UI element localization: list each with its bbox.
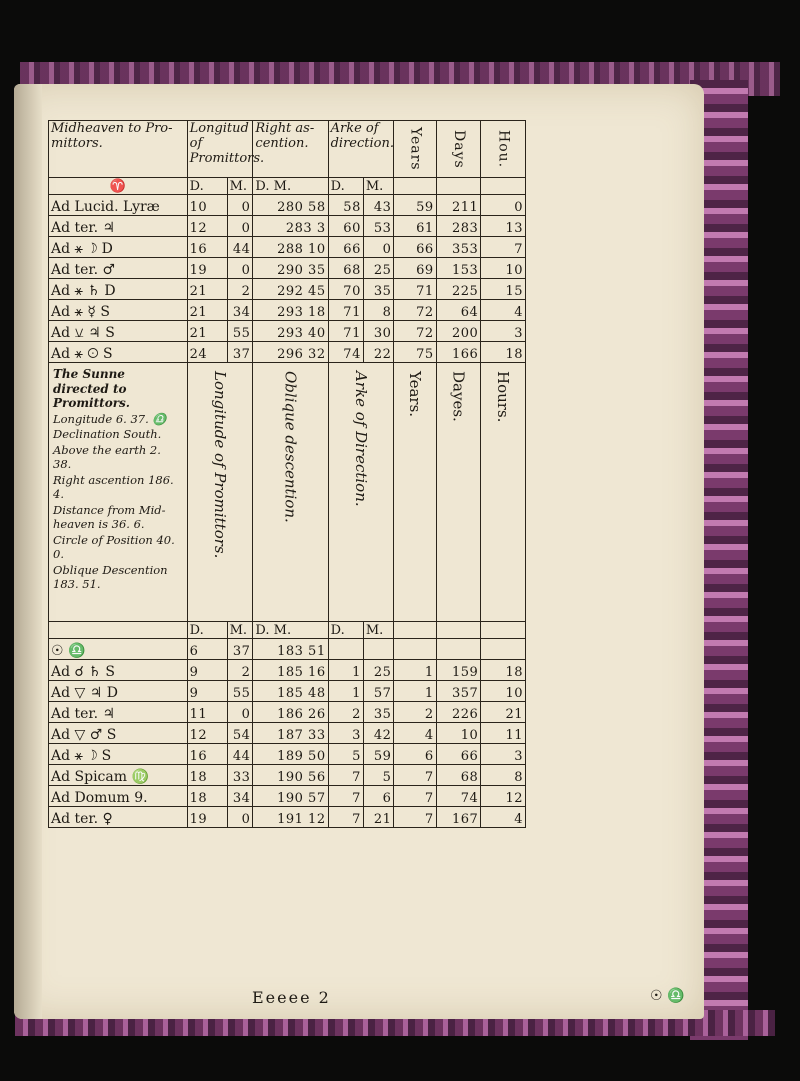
row-label: Ad ⚹ ♄ D	[49, 279, 188, 300]
note-line: Declination South.	[53, 427, 162, 441]
mid-arc-cell	[328, 363, 394, 622]
years-value: 1	[394, 660, 436, 681]
hours-value: 8	[481, 765, 526, 786]
longitude-minutes: 2	[227, 660, 253, 681]
years-value: 71	[394, 279, 436, 300]
arc-degrees: 68	[328, 258, 363, 279]
header-midheaven-text: Midheaven to Pro-mittors.	[51, 121, 173, 151]
header-arc-text: Arke of direction.	[330, 121, 394, 151]
days-value: 64	[436, 300, 481, 321]
units-row	[49, 178, 526, 195]
arc-minutes: 53	[363, 216, 394, 237]
header-days	[436, 121, 481, 178]
longitude-minutes: 37	[227, 639, 253, 660]
row-label: Ad ⚺ ♃ S	[49, 321, 188, 342]
longitude-minutes: 55	[227, 321, 253, 342]
longitude-minutes: 44	[227, 237, 253, 258]
days-value: 159	[436, 660, 481, 681]
arc-degrees: 58	[328, 195, 363, 216]
row-label: Ad ▽ ♂ S	[49, 723, 188, 744]
table1-body	[49, 195, 526, 363]
mid-hours-cell	[481, 363, 526, 622]
days-value: 226	[436, 702, 481, 723]
arc-minutes: 5	[363, 765, 394, 786]
longitude-minutes: 0	[227, 258, 253, 279]
longitude-degrees: 16	[187, 744, 227, 765]
table-row	[49, 237, 526, 258]
years-value: 75	[394, 342, 436, 363]
row-label: Ad ▽ ♃ D	[49, 681, 188, 702]
oblique-descension-value: 185 48	[253, 681, 328, 702]
table-row	[49, 342, 526, 363]
hours-value: 4	[481, 300, 526, 321]
days-value: 357	[436, 681, 481, 702]
note-line: Longitude 6. 37. ♎	[53, 411, 167, 426]
arc-degrees: 71	[328, 300, 363, 321]
unit2-m2-text: M.	[273, 623, 292, 638]
days-value	[436, 639, 481, 660]
hours-value: 21	[481, 702, 526, 723]
days-value: 74	[436, 786, 481, 807]
hours-value: 11	[481, 723, 526, 744]
unit-d2-text: D.	[255, 179, 270, 194]
table-row	[49, 300, 526, 321]
aries-sign: ♈	[49, 178, 188, 195]
days-value: 200	[436, 321, 481, 342]
days-value: 66	[436, 744, 481, 765]
years-value: 72	[394, 300, 436, 321]
arc-degrees	[328, 639, 363, 660]
oblique-descension-value: 190 56	[253, 765, 328, 786]
oblique-descension-value: 186 26	[253, 702, 328, 723]
directions-table	[48, 120, 526, 828]
mid-years-cell	[394, 363, 436, 622]
longitude-minutes: 34	[227, 300, 253, 321]
years-value: 6	[394, 744, 436, 765]
hours-value: 7	[481, 237, 526, 258]
oblique-descension-value: 183 51	[253, 639, 328, 660]
arc-minutes: 57	[363, 681, 394, 702]
table-row	[49, 723, 526, 744]
arc-degrees: 7	[328, 786, 363, 807]
table-row	[49, 744, 526, 765]
unit2-empty-3	[481, 622, 526, 639]
longitude-minutes: 33	[227, 765, 253, 786]
longitude-minutes: 2	[227, 279, 253, 300]
longitude-degrees: 19	[187, 807, 227, 828]
row-label: Ad ter. ♀	[49, 807, 188, 828]
longitude-degrees: 11	[187, 702, 227, 723]
years-value: 2	[394, 702, 436, 723]
arc-degrees: 7	[328, 807, 363, 828]
unit2-dm	[253, 622, 328, 639]
header-midheaven	[49, 121, 188, 178]
right-ascension-value: 280 58	[253, 195, 328, 216]
years-value: 7	[394, 786, 436, 807]
longitude-degrees: 6	[187, 639, 227, 660]
unit2-d1: D.	[187, 622, 227, 639]
unit2-m3: M.	[363, 622, 394, 639]
table2-body	[49, 639, 526, 828]
days-value: 167	[436, 807, 481, 828]
header-hours-text: Hou.	[495, 129, 512, 169]
table-row	[49, 807, 526, 828]
hours-value: 0	[481, 195, 526, 216]
unit-d3: D.	[328, 178, 363, 195]
arc-minutes: 21	[363, 807, 394, 828]
table-row	[49, 681, 526, 702]
mid-days-cell	[436, 363, 481, 622]
longitude-degrees: 9	[187, 681, 227, 702]
table-row	[49, 765, 526, 786]
longitude-degrees: 24	[187, 342, 227, 363]
longitude-minutes: 34	[227, 786, 253, 807]
book-page	[14, 84, 704, 1019]
signature-mark: Eeeee 2	[252, 988, 331, 1007]
page-gutter	[14, 84, 42, 1019]
sun-notes	[49, 363, 188, 622]
unit2-empty-2	[436, 622, 481, 639]
years-value: 1	[394, 681, 436, 702]
longitude-minutes: 54	[227, 723, 253, 744]
longitude-minutes: 0	[227, 702, 253, 723]
days-value: 68	[436, 765, 481, 786]
hours-value: 3	[481, 744, 526, 765]
unit2-empty	[49, 622, 188, 639]
header-right-ascension	[253, 121, 328, 178]
hours-value	[481, 639, 526, 660]
hours-value: 12	[481, 786, 526, 807]
longitude-degrees: 19	[187, 258, 227, 279]
mid-oblique-cell	[253, 363, 328, 622]
row-label: Ad ☌ ♄ S	[49, 660, 188, 681]
mid-longitude-cell	[187, 363, 253, 622]
longitude-minutes: 0	[227, 195, 253, 216]
right-ascension-value: 293 40	[253, 321, 328, 342]
table-row	[49, 321, 526, 342]
unit-d2	[253, 178, 328, 195]
longitude-minutes: 37	[227, 342, 253, 363]
arc-degrees: 71	[328, 321, 363, 342]
hours-value: 13	[481, 216, 526, 237]
days-value: 225	[436, 279, 481, 300]
row-label: Ad Spicam ♍	[49, 765, 188, 786]
oblique-descension-value: 191 12	[253, 807, 328, 828]
row-label: Ad ter. ♃	[49, 702, 188, 723]
longitude-degrees: 21	[187, 300, 227, 321]
row-label: Ad Lucid. Lyræ	[49, 195, 188, 216]
years-value: 66	[394, 237, 436, 258]
oblique-descension-value: 190 57	[253, 786, 328, 807]
arc-degrees: 3	[328, 723, 363, 744]
table-row	[49, 216, 526, 237]
note-line: Circle of Position 40. 0.	[53, 532, 175, 561]
arc-degrees: 7	[328, 765, 363, 786]
unit-m3: M.	[363, 178, 394, 195]
arc-degrees: 70	[328, 279, 363, 300]
table-row	[49, 786, 526, 807]
longitude-degrees: 10	[187, 195, 227, 216]
table-row	[49, 279, 526, 300]
arc-degrees: 2	[328, 702, 363, 723]
days-value: 10	[436, 723, 481, 744]
header-longitude-text: Longitud of Promittors.	[189, 121, 265, 166]
mid-oblique-label: Oblique descention.	[281, 371, 300, 523]
days-value: 166	[436, 342, 481, 363]
row-label: Ad ⚹ ☿ S	[49, 300, 188, 321]
longitude-degrees: 21	[187, 279, 227, 300]
row-label: Ad Domum 9.	[49, 786, 188, 807]
right-ascension-value: 292 45	[253, 279, 328, 300]
longitude-minutes: 0	[227, 216, 253, 237]
row-label: Ad ter. ♃	[49, 216, 188, 237]
years-value: 59	[394, 195, 436, 216]
sun-direction-section	[49, 363, 526, 622]
days-value: 353	[436, 237, 481, 258]
unit-empty-3	[481, 178, 526, 195]
arc-minutes: 25	[363, 660, 394, 681]
years-value: 4	[394, 723, 436, 744]
longitude-degrees: 9	[187, 660, 227, 681]
header-longitude	[187, 121, 265, 178]
note-line: Right ascention 186. 4.	[53, 472, 174, 501]
unit2-m1: M.	[227, 622, 253, 639]
hours-value: 15	[481, 279, 526, 300]
longitude-degrees: 18	[187, 765, 227, 786]
years-value: 72	[394, 321, 436, 342]
hours-value: 18	[481, 660, 526, 681]
right-ascension-value: 293 18	[253, 300, 328, 321]
table-row	[49, 639, 526, 660]
mid-days-label: Dayes.	[449, 371, 468, 422]
table-row	[49, 702, 526, 723]
header-years-text: Years	[407, 127, 424, 171]
table-row	[49, 195, 526, 216]
arc-degrees: 1	[328, 660, 363, 681]
note-line: Oblique Descention 183. 51.	[53, 562, 168, 591]
arc-minutes: 42	[363, 723, 394, 744]
hours-value: 10	[481, 681, 526, 702]
row-label: ☉ ♎	[49, 639, 188, 660]
arc-minutes: 25	[363, 258, 394, 279]
unit-empty-2	[436, 178, 481, 195]
longitude-minutes: 44	[227, 744, 253, 765]
days-value: 283	[436, 216, 481, 237]
oblique-descension-value: 185 16	[253, 660, 328, 681]
days-value: 211	[436, 195, 481, 216]
header-arc	[328, 121, 394, 178]
header-right-ascension-text: Right as-cention.	[255, 121, 315, 151]
mid-arc-label: Arke of Direction.	[351, 371, 370, 507]
arc-degrees: 60	[328, 216, 363, 237]
arc-minutes: 6	[363, 786, 394, 807]
hours-value: 10	[481, 258, 526, 279]
years-value: 69	[394, 258, 436, 279]
arc-minutes: 8	[363, 300, 394, 321]
longitude-minutes: 55	[227, 681, 253, 702]
hours-value: 3	[481, 321, 526, 342]
arc-minutes: 35	[363, 279, 394, 300]
notes-title: The Sunne directed to Promittors.	[53, 367, 130, 410]
arc-degrees: 74	[328, 342, 363, 363]
mid-longitude-label: Longitude of Promittors.	[211, 371, 230, 559]
right-ascension-value: 283 3	[253, 216, 328, 237]
unit-m2-text: M.	[273, 179, 292, 194]
longitude-degrees: 21	[187, 321, 227, 342]
table-row	[49, 660, 526, 681]
note-line: Above the earth 2. 38.	[53, 442, 161, 471]
header-days-text: Days	[450, 129, 467, 169]
unit2-empty-1	[394, 622, 436, 639]
longitude-degrees: 18	[187, 786, 227, 807]
units-row-2	[49, 622, 526, 639]
mid-years-label: Years.	[406, 371, 425, 418]
right-ascension-value: 290 35	[253, 258, 328, 279]
arc-degrees: 66	[328, 237, 363, 258]
arc-degrees: 5	[328, 744, 363, 765]
table-header-row	[49, 121, 526, 178]
catchword-mark: ☉ ♎	[650, 988, 685, 1004]
arc-minutes: 30	[363, 321, 394, 342]
unit2-d2-text: D.	[255, 623, 270, 638]
arc-minutes: 0	[363, 237, 394, 258]
longitude-degrees: 16	[187, 237, 227, 258]
row-label: Ad ter. ♂	[49, 258, 188, 279]
oblique-descension-value: 187 33	[253, 723, 328, 744]
longitude-minutes: 0	[227, 807, 253, 828]
longitude-degrees: 12	[187, 216, 227, 237]
years-value: 61	[394, 216, 436, 237]
arc-minutes	[363, 639, 394, 660]
right-ascension-value: 288 10	[253, 237, 328, 258]
arc-minutes: 59	[363, 744, 394, 765]
arc-minutes: 22	[363, 342, 394, 363]
header-hours	[481, 121, 526, 178]
row-label: Ad ⚹ ☽ D	[49, 237, 188, 258]
row-label: Ad ⚹ ☽ S	[49, 744, 188, 765]
unit-m1: M.	[227, 178, 253, 195]
arc-minutes: 43	[363, 195, 394, 216]
longitude-degrees: 12	[187, 723, 227, 744]
years-value	[394, 639, 436, 660]
unit-empty-1	[394, 178, 436, 195]
unit2-d3: D.	[328, 622, 363, 639]
days-value: 153	[436, 258, 481, 279]
header-years	[394, 121, 436, 178]
right-ascension-value: 296 32	[253, 342, 328, 363]
years-value: 7	[394, 765, 436, 786]
table-row	[49, 258, 526, 279]
mid-hours-label: Hours.	[494, 371, 513, 423]
hours-value: 18	[481, 342, 526, 363]
arc-minutes: 35	[363, 702, 394, 723]
years-value: 7	[394, 807, 436, 828]
note-line: Distance from Mid-heaven is 36. 6.	[53, 502, 166, 531]
oblique-descension-value: 189 50	[253, 744, 328, 765]
hours-value: 4	[481, 807, 526, 828]
unit-d1: D.	[187, 178, 227, 195]
row-label: Ad ⚹ ☉ S	[49, 342, 188, 363]
arc-degrees: 1	[328, 681, 363, 702]
